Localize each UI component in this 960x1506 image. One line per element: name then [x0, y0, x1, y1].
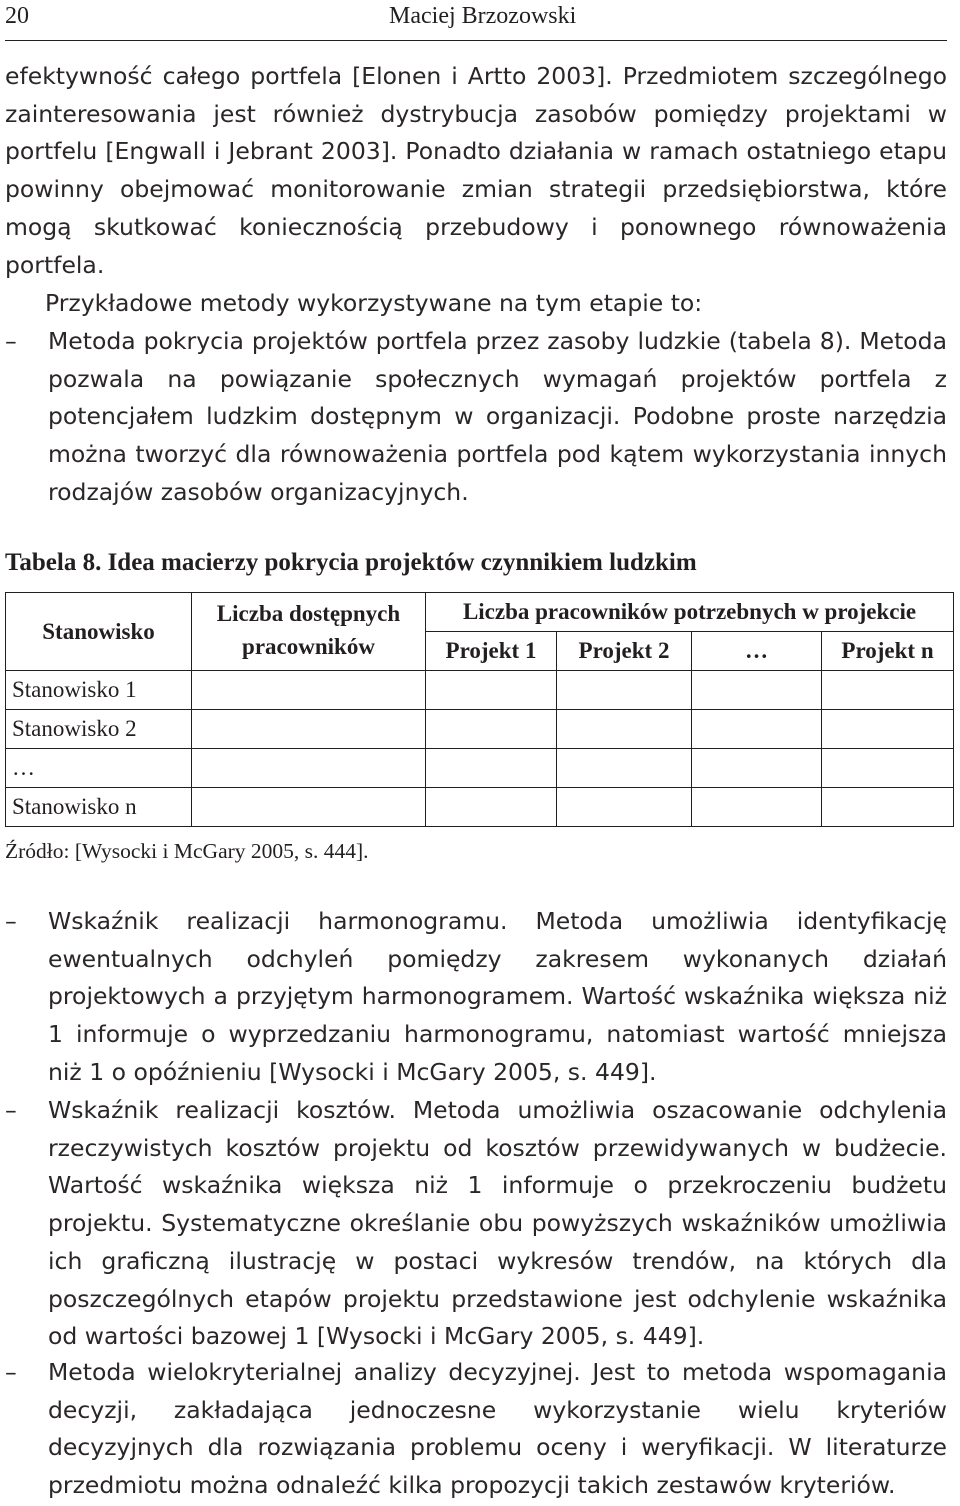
page-number: 20 [5, 3, 29, 29]
running-author: Maciej Brzozowski [389, 3, 577, 29]
table-row [6, 710, 954, 749]
list-dash: – [5, 327, 17, 355]
header-position: Stanowisko [6, 593, 192, 671]
header-project-2: Projekt 2 [557, 632, 692, 671]
list-item-coverage-method [5, 323, 947, 512]
row-label: Stanowisko n [6, 788, 192, 827]
paragraph-1: efektywność całego portfela [Elonen i Artto 2003]. Przedmiotem szczególnego zainteresowania jest również dystrybucja zasobów pomiędzy projektami w portfelu [Engwall i Jebrant 2003]. Ponadto działania w ramach ostatniego etapu powinny obejmować monitorowanie zmian strategii przedsiębiorstwa, które mogą skutkować koniecznością przebudowy i ponownego równoważenia portfela. [5, 62, 947, 279]
list-item-text: Metoda pokrycia projektów portfela przez zasoby ludzkie (tabela 8). Metoda pozwala na powiązanie społecznych wymagań projektów portfela z potencjałem ludzkim dostępnym w organizacji. Podobne proste narzędzia można tworzyć dla równoważenia portfela pod kątem wykorzystania innych rodzajów zasobów organizacyjnych. [48, 327, 947, 506]
row-label: … [6, 749, 192, 788]
list-item-schedule-index [5, 903, 947, 1092]
list-dash: – [5, 1358, 17, 1386]
header-available-workers: Liczba dostępnych pracowników [192, 593, 426, 671]
list-item-mcda [5, 1354, 947, 1505]
table-title: Tabela 8. Idea macierzy pokrycia projektów czynnikiem ludzkim [5, 549, 697, 576]
table-row [6, 749, 954, 788]
table-row [6, 788, 954, 827]
table-source: Źródło: [Wysocki i McGary 2005, s. 444]. [5, 839, 369, 863]
table-row [6, 671, 954, 710]
row-label: Stanowisko 2 [6, 710, 192, 749]
header-project-n: Projekt n [822, 632, 954, 671]
page-header [5, 0, 947, 41]
header-needed-workers: Liczba pracowników potrzebnych w projekcie [426, 593, 954, 632]
list-item-cost-index [5, 1092, 947, 1356]
header-project-1: Projekt 1 [426, 632, 557, 671]
list-item-text: Metoda wielokryterialnej analizy decyzyjnej. Jest to metoda wspomagania decyzji, zakładająca jednoczesne wykorzystanie wielu kryteriów decyzyjnych dla rozwiązania problemu oceny i weryfikacji. W literaturze przedmiotu można odnaleźć kilka propozycji takich zestawów kryteriów. [48, 1358, 947, 1500]
paragraph-2: Przykładowe metody wykorzystywane na tym etapie to: [45, 289, 703, 317]
header-project-ellipsis: … [692, 632, 822, 671]
row-label: Stanowisko 1 [6, 671, 192, 710]
list-dash: – [5, 1096, 17, 1124]
list-item-text: Wskaźnik realizacji kosztów. Metoda umożliwia oszacowanie odchylenia rzeczywistych kosztów projektu od kosztów przewidywanych w budżecie. Wartość wskaźnika większa niż 1 informuje o przekroczeniu budżetu projektu. Systematyczne określanie obu powyższych wskaźników umożliwia ich graficzną ilustrację w postaci wykresów trendów, na których dla poszczególnych etapów projektu przedstawione jest odchylenie wskaźnika od wartości bazowej 1 [Wysocki i McGary 2005, s. 449]. [48, 1096, 947, 1351]
coverage-matrix-table [5, 592, 954, 827]
list-dash: – [5, 907, 17, 935]
list-item-text: Wskaźnik realizacji harmonogramu. Metoda umożliwia identyfikację ewentualnych odchyleń pomiędzy zakresem wykonanych działań projektowych a przyjętym harmonogramem. Wartość wskaźnika większa niż 1 informuje o wyprzedzaniu harmonogramu, natomiast wartość mniejsza niż 1 o opóźnieniu [Wysocki i McGary 2005, s. 449]. [48, 907, 947, 1086]
